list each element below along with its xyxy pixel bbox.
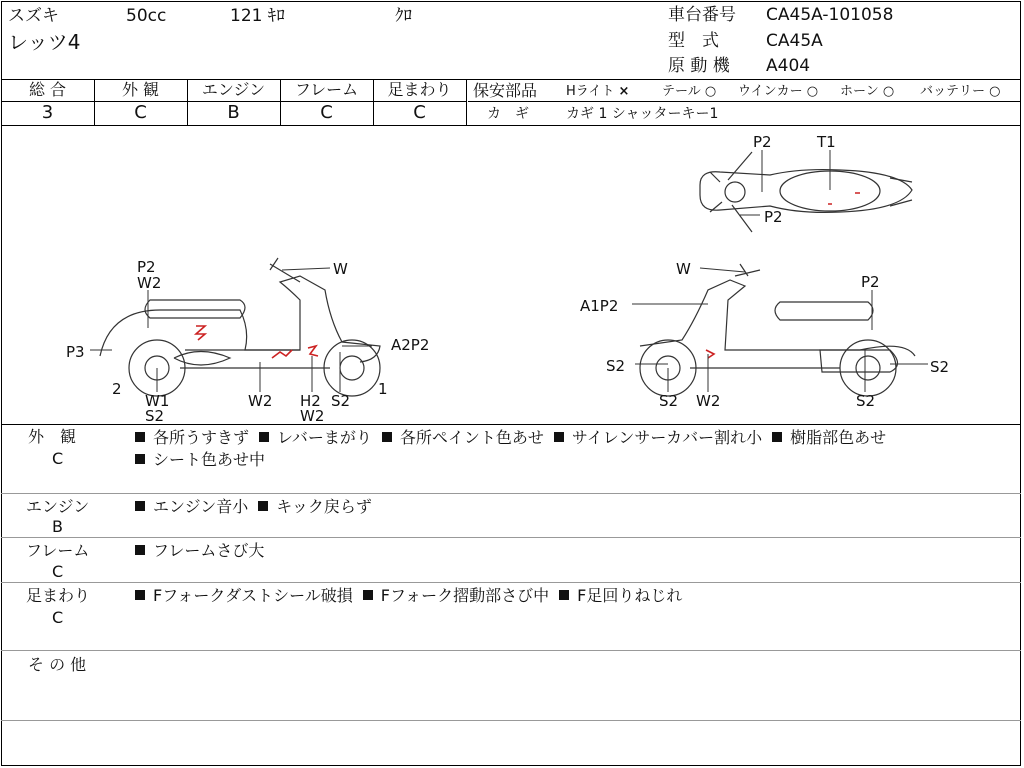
diagram-label: A2P2 — [391, 336, 430, 354]
remarks-divider — [1, 720, 1021, 721]
key-label: カ ギ — [487, 106, 529, 122]
diagram-label: S2 — [145, 407, 165, 425]
remark-item — [135, 449, 265, 471]
safety-item — [738, 82, 818, 102]
damage-marks — [196, 193, 860, 358]
bullet-square-icon — [135, 545, 145, 555]
diagram-label: T1 — [817, 133, 836, 151]
remark-item — [559, 585, 682, 607]
grade-frame: C — [320, 102, 333, 123]
remark-list-exterior — [135, 427, 1015, 471]
remark-title-exterior: 外 観 — [28, 427, 77, 446]
bullet-square-icon — [259, 432, 269, 442]
safety-item-name: Hライト — [566, 84, 615, 99]
grade-suspension: C — [413, 102, 426, 123]
bullet-square-icon — [772, 432, 782, 442]
bullet-square-icon — [135, 501, 145, 511]
color: ｸﾛ — [395, 6, 412, 26]
remark-item — [363, 585, 549, 607]
safety-label: 保安部品 — [473, 81, 538, 100]
remark-item — [135, 496, 248, 518]
safety-item — [840, 82, 894, 102]
grade-header-overall: 総 合 — [28, 80, 67, 99]
remark-text: F足回りねじれ — [577, 586, 683, 605]
remark-list-engine — [135, 496, 1015, 518]
type-label: 型 式 — [668, 31, 719, 51]
displacement: 50cc — [126, 6, 167, 26]
grade-engine: B — [227, 102, 240, 123]
frame-no-label: 車台番号 — [668, 5, 736, 25]
grade-header-suspension: 足まわり — [387, 80, 452, 99]
remark-list-frame — [135, 540, 1015, 562]
remark-item — [259, 427, 372, 449]
grade-exterior: C — [134, 102, 147, 123]
diagram-label: P2 — [861, 273, 880, 291]
model-name: レッツ4 — [8, 30, 81, 54]
remark-grade-engine: B — [52, 517, 63, 536]
bullet-square-icon — [135, 590, 145, 600]
safety-item-name: テール — [662, 84, 701, 99]
safety-item-name: ホーン — [840, 84, 879, 99]
remark-grade-suspension: C — [52, 608, 64, 627]
safety-item-mark: ○ — [989, 84, 1001, 99]
remarks-divider — [1, 650, 1021, 651]
diagram-label: S2 — [606, 357, 626, 375]
grade-overall: 3 — [41, 102, 54, 123]
safety-item — [920, 82, 1001, 102]
diagram-label: W2 — [696, 392, 721, 410]
remark-title-other: そ の 他 — [28, 655, 87, 674]
remark-text: レバーまがり — [277, 428, 372, 447]
remark-list-suspension — [135, 585, 1015, 607]
diagram-label: 1 — [378, 380, 388, 398]
remarks-divider — [1, 582, 1021, 583]
mileage: 121 ｷﾛ — [230, 6, 285, 26]
grade-header-engine: エンジン — [201, 80, 266, 99]
remark-text: サイレンサーカバー割れ小 — [571, 428, 763, 447]
remark-title-suspension: 足まわり — [26, 586, 91, 605]
top-view-scooter — [700, 152, 912, 232]
remark-title-frame: フレーム — [26, 541, 90, 560]
remark-text: 樹脂部色あせ — [790, 428, 887, 447]
remark-text: エンジン音小 — [153, 497, 249, 516]
remark-text: フレームさび大 — [153, 541, 265, 560]
diagram-label: H2 — [300, 392, 321, 410]
engine-label: 原 動 機 — [668, 56, 730, 76]
bullet-square-icon — [554, 432, 564, 442]
remark-title-engine: エンジン — [26, 497, 90, 516]
remark-item — [135, 540, 264, 562]
diagram-label: W2 — [248, 392, 273, 410]
remark-item — [554, 427, 762, 449]
remark-item — [382, 427, 544, 449]
diagram-label: P2 — [764, 208, 783, 226]
maker: スズキ — [8, 6, 59, 26]
diagram-label: P2 — [753, 133, 772, 151]
grade-divider — [466, 79, 467, 125]
bullet-square-icon — [258, 501, 268, 511]
bullet-square-icon — [135, 432, 145, 442]
bullet-square-icon — [559, 590, 569, 600]
key-value: カギ 1 シャッターキー1 — [566, 106, 719, 122]
remark-grade-exterior: C — [52, 449, 64, 468]
diagram-label: W1 — [145, 392, 170, 410]
safety-item-mark: × — [618, 84, 630, 99]
remark-item — [135, 585, 353, 607]
safety-item — [662, 82, 716, 102]
remark-text: 各所うすきず — [153, 428, 250, 447]
diagram-label: P3 — [66, 343, 85, 361]
bullet-square-icon — [363, 590, 373, 600]
diagram-label: S2 — [856, 392, 876, 410]
diagram-label: S2 — [930, 358, 950, 376]
diagram-label: P2 — [137, 258, 156, 276]
remark-text: Fフォークダストシール破損 — [153, 586, 353, 605]
grade-header-frame: フレーム — [294, 80, 359, 99]
bullet-square-icon — [135, 454, 145, 464]
remark-text: キック戻らず — [276, 497, 372, 516]
leader-lines — [90, 150, 928, 392]
safety-item-mark: ○ — [704, 84, 717, 99]
safety-item-name: バッテリー — [920, 84, 986, 99]
remark-item — [772, 427, 886, 449]
remark-item — [258, 496, 372, 518]
diagram-label: W2 — [300, 407, 325, 425]
frame-no: CA45A-101058 — [766, 5, 894, 25]
bullet-square-icon — [382, 432, 392, 442]
engine-value: A404 — [766, 56, 811, 76]
diagram-label: W2 — [137, 274, 162, 292]
safety-item — [566, 82, 629, 102]
remark-grade-frame: C — [52, 562, 64, 581]
remarks-divider — [1, 493, 1021, 494]
remarks-divider — [1, 537, 1021, 538]
diagram-label: W — [676, 260, 691, 278]
remark-item — [135, 427, 249, 449]
diagram-label: A1P2 — [580, 297, 619, 315]
diagram-label: W — [333, 260, 348, 278]
diagram-label: S2 — [331, 392, 351, 410]
remark-text: 各所ペイント色あせ — [399, 428, 544, 447]
safety-item-mark: ○ — [882, 84, 895, 99]
diagram-label: 2 — [112, 380, 122, 398]
remark-text: Fフォーク摺動部さび中 — [380, 586, 550, 605]
remark-text: シート色あせ中 — [153, 450, 266, 469]
diagram-label: S2 — [659, 392, 679, 410]
safety-item-mark: ○ — [806, 84, 819, 99]
type-value: CA45A — [766, 31, 823, 51]
grade-header-exterior: 外 観 — [121, 80, 160, 99]
safety-item-name: ウインカー — [738, 84, 803, 99]
